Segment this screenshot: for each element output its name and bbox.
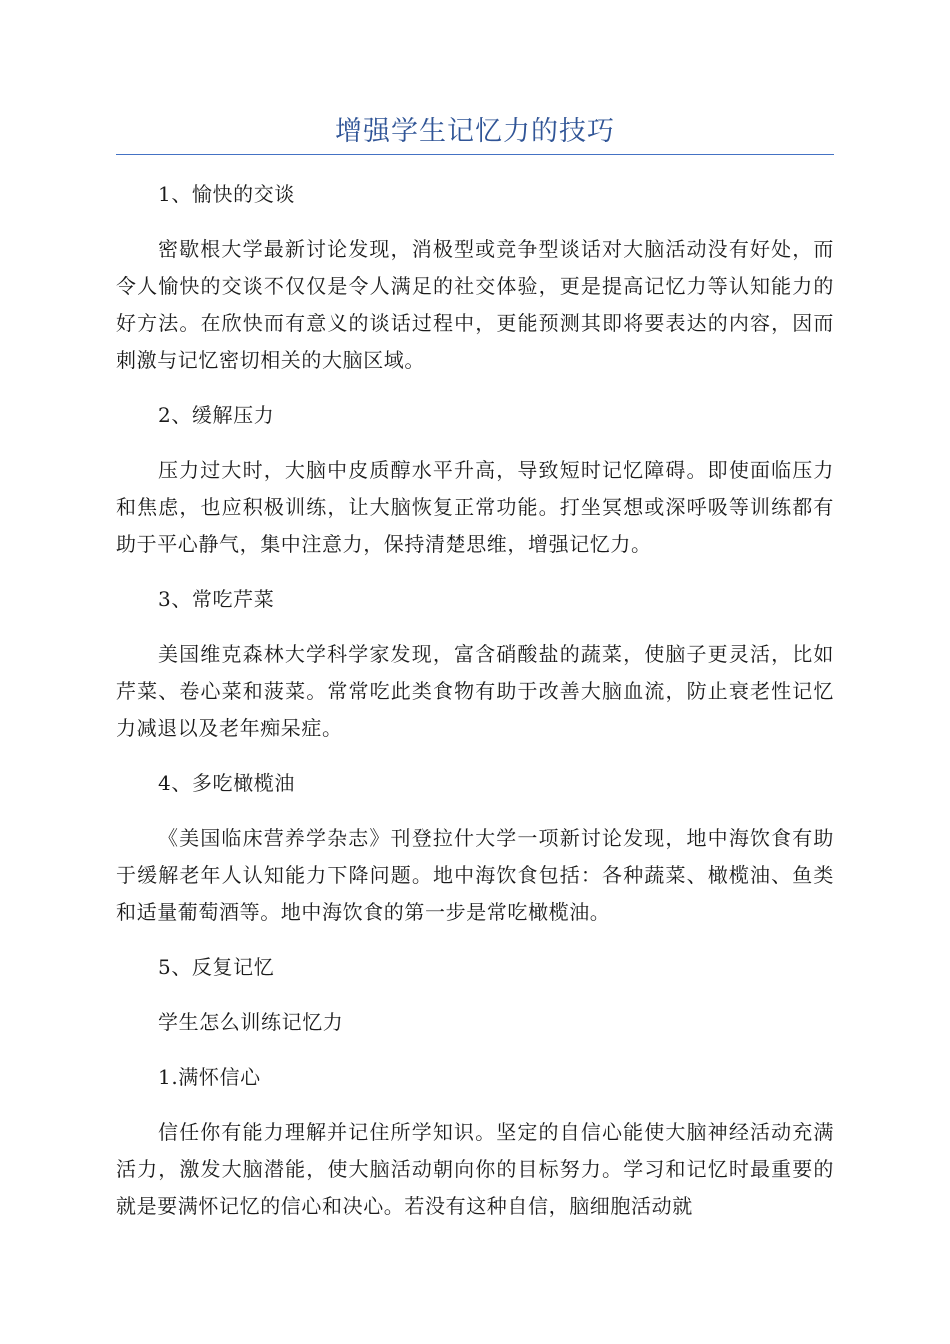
paragraph: 密歇根大学最新讨论发现，消极型或竞争型谈话对大脑活动没有好处，而令人愉快的交谈不仅仅是令人满足的社交体验，更是提高记忆力等认知能力的好方法。在欣快而有意义的谈话过程中，更能预测其即将要表达的内容，因而刺激与记忆密切相关的大脑区域。 [116, 237, 834, 372]
section-heading: 2、缓解压力 [158, 403, 275, 427]
title-underline [116, 154, 834, 155]
section-heading: 4、多吃橄榄油 [158, 771, 295, 795]
paragraph: 美国维克森林大学科学家发现，富含硝酸盐的蔬菜，使脑子更灵活，比如芹菜、卷心菜和菠菜。常常吃此类食物有助于改善大脑血流，防止衰老性记忆力减退以及老年痴呆症。 [116, 642, 834, 740]
paragraph: 压力过大时，大脑中皮质醇水平升高，导致短时记忆障碍。即使面临压力和焦虑，也应积极训练，让大脑恢复正常功能。打坐冥想或深呼吸等训练都有助于平心静气，集中注意力，保持清楚思维，增强记忆力。 [116, 458, 834, 556]
section-heading: 3、常吃芹菜 [158, 587, 275, 611]
document-body [116, 176, 834, 1243]
paragraph: 《美国临床营养学杂志》刊登拉什大学一项新讨论发现，地中海饮食有助于缓解老年人认知能力下降问题。地中海饮食包括：各种蔬菜、橄榄油、鱼类和适量葡萄酒等。地中海饮食的第一步是常吃橄榄油。 [116, 826, 834, 924]
paragraph: 信任你有能力理解并记住所学知识。坚定的自信心能使大脑神经活动充满活力，激发大脑潜能，使大脑活动朝向你的目标努力。学习和记忆时最重要的就是要满怀记忆的信心和决心。若没有这种自信，脑细胞活动就 [116, 1120, 834, 1218]
document-title: 增强学生记忆力的技巧 [335, 116, 615, 147]
section-heading: 1、愉快的交谈 [158, 182, 295, 206]
section-heading: 5、反复记忆 [158, 955, 275, 979]
section-heading: 1.满怀信心 [158, 1065, 261, 1089]
section-heading: 学生怎么训练记忆力 [158, 1010, 344, 1034]
